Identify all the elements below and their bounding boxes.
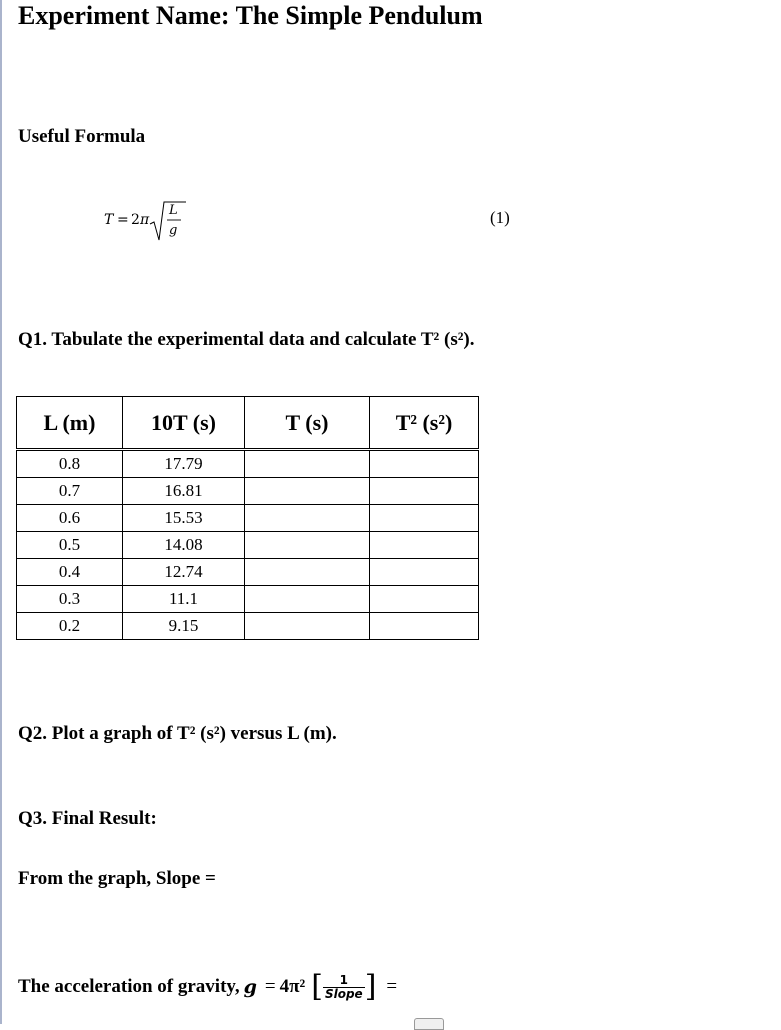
cell-length: 0.5	[17, 532, 123, 559]
table-row	[17, 505, 479, 532]
right-bracket-icon: ]	[364, 969, 377, 1004]
question-2: Q2. Plot a graph of T² (s²) versus L (m).	[18, 723, 337, 744]
fraction	[323, 974, 365, 1000]
header-period: T (s)	[245, 397, 370, 450]
svg-text:2: 2	[131, 212, 140, 228]
slope-statement: From the graph, Slope =	[18, 868, 216, 889]
cell-length: 0.4	[17, 559, 123, 586]
fraction-numerator: 1	[339, 972, 348, 987]
experiment-title: Experiment Name: The Simple Pendulum	[18, 1, 483, 30]
svg-text:π: π	[140, 212, 150, 228]
svg-text:g: g	[169, 223, 178, 238]
cell-length: 0.8	[17, 450, 123, 478]
question-1: Q1. Tabulate the experimental data and calculate T² (s²).	[18, 329, 475, 350]
useful-formula-heading: Useful Formula	[18, 126, 146, 147]
slope-fraction	[311, 969, 377, 1004]
left-bracket-icon: [	[311, 969, 323, 1004]
pendulum-formula	[104, 196, 194, 244]
table-row	[17, 450, 479, 478]
gravity-coefficient: 4π²	[279, 976, 306, 997]
gravity-equation	[18, 969, 401, 1004]
cell-ten-periods: 17.79	[123, 450, 245, 478]
gravity-prefix: The acceleration of gravity,	[18, 976, 240, 997]
cell-length: 0.6	[17, 505, 123, 532]
cell-ten-periods: 11.1	[123, 586, 245, 613]
cell-period-squared[interactable]	[370, 532, 479, 559]
cell-period[interactable]	[245, 586, 370, 613]
header-length: L (m)	[17, 397, 123, 450]
page-left-border	[0, 0, 2, 1024]
cell-ten-periods: 14.08	[123, 532, 245, 559]
data-table	[16, 396, 479, 640]
cell-length: 0.2	[17, 613, 123, 640]
svg-text:=: =	[117, 212, 129, 228]
cell-period[interactable]	[245, 505, 370, 532]
cell-ten-periods: 9.15	[123, 613, 245, 640]
gravity-symbol: g	[243, 976, 257, 998]
cell-period-squared[interactable]	[370, 478, 479, 505]
table-row	[17, 613, 479, 640]
cell-ten-periods: 15.53	[123, 505, 245, 532]
cell-period-squared[interactable]	[370, 613, 479, 640]
cell-length: 0.3	[17, 586, 123, 613]
partial-button-icon[interactable]	[414, 1018, 444, 1030]
table-row	[17, 559, 479, 586]
header-ten-periods: 10T (s)	[123, 397, 245, 450]
svg-text:T: T	[104, 212, 114, 228]
cell-period[interactable]	[245, 532, 370, 559]
question-3: Q3. Final Result:	[18, 808, 157, 829]
cell-period-squared[interactable]	[370, 559, 479, 586]
cell-ten-periods: 12.74	[123, 559, 245, 586]
table-row	[17, 532, 479, 559]
cell-period[interactable]	[245, 559, 370, 586]
equals-sign: =	[264, 976, 276, 997]
cell-period-squared[interactable]	[370, 505, 479, 532]
result-equals-sign: =	[386, 976, 398, 997]
cell-period[interactable]	[245, 613, 370, 640]
cell-period-squared[interactable]	[370, 586, 479, 613]
cell-length: 0.7	[17, 478, 123, 505]
cell-period[interactable]	[245, 450, 370, 478]
cell-ten-periods: 16.81	[123, 478, 245, 505]
fraction-denominator: Slope	[324, 986, 363, 1001]
table-header-row	[17, 397, 479, 450]
cell-period[interactable]	[245, 478, 370, 505]
table-row	[17, 586, 479, 613]
cell-period-squared[interactable]	[370, 450, 479, 478]
table-row	[17, 478, 479, 505]
header-period-squared: T² (s²)	[370, 397, 479, 450]
svg-text:L: L	[169, 203, 178, 218]
equation-number: (1)	[490, 208, 510, 227]
